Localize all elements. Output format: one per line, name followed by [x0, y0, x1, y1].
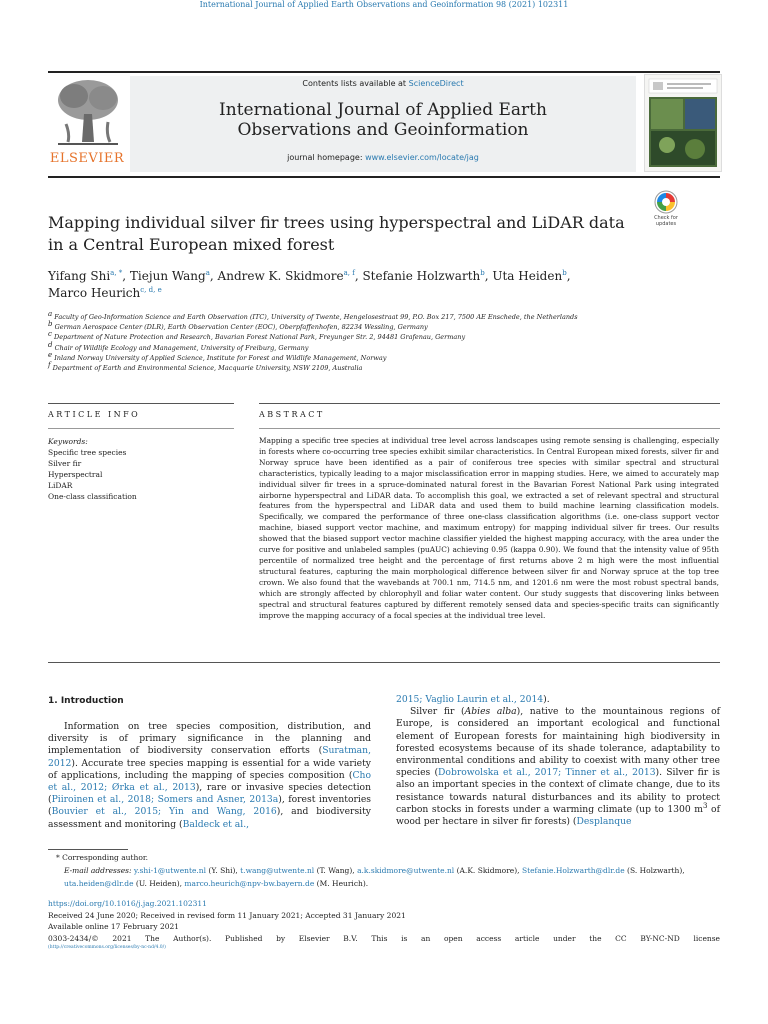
author[interactable]: [48, 269, 122, 283]
affiliation-key: b: [48, 320, 53, 329]
email-link[interactable]: y.shi-1@utwente.nl: [133, 866, 207, 875]
masthead-top-rule: [48, 71, 720, 73]
journal-cover-image[interactable]: [644, 74, 722, 172]
email-addresses: [48, 864, 720, 890]
homepage-prefix: journal homepage:: [287, 153, 366, 162]
introduction-heading: 1. Introduction: [48, 696, 124, 706]
intro-right-continued-citation[interactable]: 2015; Vaglio Laurin et al., 2014).: [396, 694, 550, 705]
email-link[interactable]: uta.heiden@dlr.de: [64, 879, 134, 888]
affiliation-text: Inland Norway University of Applied Science, Institute for Forest and Wildlife Management, Norway: [54, 353, 387, 362]
author-name[interactable]: Uta Heiden: [492, 269, 563, 283]
citation-link[interactable]: Dobrowolska et al., 2017; Tinner et al., 2013: [438, 767, 656, 779]
author-name[interactable]: Yifang Shi: [48, 269, 111, 283]
text-run: ). Accurate tree species mapping is essential for a wide variety of applications, including the mapping of species composition (: [48, 757, 371, 781]
publisher-wordmark: ELSEVIER: [49, 151, 125, 166]
author[interactable]: [130, 269, 210, 283]
article-info-heading: ARTICLE INFO: [48, 410, 141, 419]
elsevier-tree-icon: [48, 74, 128, 150]
masthead-bottom-rule: [48, 176, 720, 178]
license-link[interactable]: (http://creativecommons.org/licenses/by-nc-nd/4.0/): [48, 945, 166, 950]
keyword[interactable]: One-class classification: [48, 492, 137, 501]
affiliation: [48, 340, 688, 353]
abstract-rule: [259, 403, 720, 404]
license-text: 0303-2434/© 2021 The Author(s). Published by Elsevier B.V. This is an open access article under the CC BY-NC-ND license: [48, 933, 720, 943]
author-affiliation-marks[interactable]: b: [562, 269, 567, 277]
affiliation-key: d: [48, 340, 53, 349]
affiliation-text: Department of Earth and Environmental Science, Macquarie University, NSW 2109, Australia: [52, 364, 363, 373]
email-owner: (T. Wang),: [316, 866, 355, 875]
citation-link[interactable]: Desplanque: [576, 816, 632, 828]
superscript-run: 3: [703, 801, 708, 810]
affiliation-key: f: [48, 360, 51, 369]
abstract-text: Mapping a specific tree species at individual tree level across landscapes using remote sensing is challenging, especially in forests where co-occurring tree species exhibit similar characteristics. In Central European mixed forests, silver fir and Norway spruce have been identified as a pair of coniferous tree species with similar spectral and structural characteristics, typically leading to a major misclassification error in mapping studies. Here, we aimed to accurately map individual silver fir trees in a spruce-dominated natural forest in the Bavarian Forest National Park using integrated airborne hyperspectral and LiDAR data. To accomplish this goal, we extracted a set of relevant spectral and structural features from the hyperspectral and LiDAR data and used them to build machine learning classification models. Specifically, we compared the performance of three one-class classification algorithms (i.e. one-class support vector machine, biased support vector machine, and maximum entropy) for mapping individual silver fir trees. Our results showed that the biased support vector machine classifier yielded the highest mapping accuracy, with the area under the curve for positive and unlabeled samples (puAUC) achieving 0.95 (kappa 0.90). We found that the intensity value of 95th percentile of normalized tree height and the percentage of first returns above 2 m high were the most influential structural features, capturing the main morphological difference between silver fir and Norway spruce at the top tree crown. We also found that the wavebands at 700.1 nm, 714.5 nm, and 1201.6 nm were the most robust spectral bands, which are strongly affected by chlorophyll and foliar water content. Our study suggests that discovering links between spectral and structural features captured by different remotely sensed data and species-specific traits can significantly improve the mapping accuracy of a focal species at the individual tree level.: [259, 436, 719, 620]
email-owner: (U. Heiden),: [135, 879, 183, 888]
affiliation-text: German Aerospace Center (DLR), Earth Observation Center (EOC), Oberpfaffenhofen, 82234 Wessling, Germany: [54, 323, 428, 332]
text-run: ), forest inventories (: [48, 794, 371, 818]
italic-run: Abies alba: [464, 706, 517, 718]
author-affiliation-marks[interactable]: a: [205, 269, 210, 277]
text-run: ). Silver fir is also an important species in the context of climate change, due to its resistance towards natural disturbances and its ability to protect carbon stocks in forests under a warming climate (up to 1300 m: [396, 767, 720, 815]
corresponding-author-note: * Corresponding author.: [56, 853, 149, 862]
keywords-label: Keywords:: [48, 437, 88, 446]
homepage-line: [130, 153, 636, 162]
check-for-updates-badge[interactable]: [648, 190, 684, 230]
email-link[interactable]: marco.heurich@npv-bw.bayern.de: [184, 879, 315, 888]
contents-line: [130, 79, 636, 88]
journal-citation[interactable]: International Journal of Applied Earth Observations and Geoinformation 98 (2021) 102311: [199, 0, 569, 9]
author-name[interactable]: Marco Heurich: [48, 286, 141, 300]
text-run: Information on tree species composition, distribution, and diversity is of primary significance in the planning and implementation of biodiversity conservation efforts (: [48, 721, 371, 757]
affiliation-text: Chair of Wildlife Ecology and Management, University of Freiburg, Germany: [54, 343, 309, 352]
keywords-block: [48, 436, 228, 502]
keywords-list: [48, 447, 228, 502]
text-run: Silver fir (: [410, 706, 465, 718]
affiliation-key: a: [48, 309, 53, 318]
homepage-link[interactable]: www.elsevier.com/locate/jag: [365, 153, 479, 162]
author-name[interactable]: Andrew K. Skidmore: [217, 269, 344, 283]
affiliation-text: Faculty of Geo-Information Science and Earth Observation (ITC), University of Twente, Hengelosestraat 99, P.O. Box 217, 7500 AE Enschede, the Netherlands: [54, 313, 578, 321]
keyword[interactable]: Specific tree species: [48, 448, 127, 457]
contents-prefix: Contents lists available at: [302, 79, 409, 88]
affiliation: [48, 360, 688, 373]
affiliation: [48, 332, 688, 342]
affiliation: [48, 322, 688, 332]
email-link[interactable]: a.k.skidmore@utwente.nl: [357, 866, 455, 875]
author-affiliation-marks[interactable]: a, *: [110, 269, 123, 277]
email-link[interactable]: Stefanie.Holzwarth@dlr.de: [521, 866, 625, 875]
intro-right-paragraph: [396, 706, 720, 828]
author[interactable]: [492, 269, 566, 283]
affiliation: [48, 350, 688, 363]
email-owner: (M. Heurich).: [316, 879, 369, 888]
author-affiliation-marks[interactable]: a, f: [343, 269, 355, 277]
citation-link[interactable]: Suratman, 2012: [48, 745, 371, 769]
affiliation-text: Department of Nature Protection and Research, Bavarian Forest National Park, Freyunger Str. 2, 94481 Grafenau, Germany: [54, 333, 466, 342]
received-dates: Received 24 June 2020; Received in revised form 11 January 2021; Accepted 31 January 2021: [48, 910, 406, 920]
text-run: ), native to the mountainous regions of Europe, is considered an important ecological and functional element of European forests for maintaining high biodiversity in forested ecosystems because of its shade tolerance, adaptability to environmental conditions and ability to coexist with many other tree species (: [396, 706, 721, 779]
affiliation-key: e: [48, 350, 53, 359]
affiliation-key: c: [48, 330, 52, 339]
intro-right-cont-link[interactable]: 2015; Vaglio Laurin et al., 2014: [396, 694, 544, 705]
journal-header: [130, 76, 636, 172]
footnote-rule: [48, 849, 128, 850]
intro-left-column: [48, 721, 371, 831]
online-date: Available online 17 February 2021: [48, 922, 180, 931]
text-run: ), rare or invasive species detection (: [48, 782, 371, 806]
author-name[interactable]: Tiejun Wang: [129, 269, 206, 283]
citation-link[interactable]: Baldeck et al.,: [182, 818, 250, 830]
affiliation-list: [48, 309, 688, 373]
abstract-sub-rule: [259, 428, 720, 429]
email-link[interactable]: t.wang@utwente.nl: [240, 866, 315, 875]
author[interactable]: [218, 269, 355, 283]
citation-link[interactable]: Cho et al., 2012; Ørka et al., 2013: [48, 769, 371, 794]
keyword[interactable]: Hyperspectral: [48, 470, 103, 479]
author[interactable]: [362, 269, 484, 283]
author-list: Yifang Shi$^{a, *}$, Tiejun Wang$^a$, Andrew K. Skidmore$^{a, f}$, Stefanie Holzwarth$^b$, Uta Heiden$^b$, Marco Heurich$^{c, d, e}$: [48, 269, 571, 300]
article-dates: [48, 898, 720, 951]
email-owner: (Y. Shi),: [208, 866, 238, 875]
email-label: E-mail addresses:: [64, 866, 132, 875]
affiliation: [48, 309, 688, 322]
doi-link[interactable]: https://doi.org/10.1016/j.jag.2021.102311: [48, 899, 207, 908]
email-owner: (S. Holzwarth),: [627, 866, 685, 875]
keyword[interactable]: LiDAR: [48, 481, 73, 490]
article-info-rule: [48, 403, 234, 404]
check-updates-label: Check for updates: [654, 215, 678, 227]
text-run: of wood per hectare in silver fir forests) (: [396, 803, 720, 828]
abstract-end-rule: [48, 662, 720, 663]
citation-link[interactable]: Bouvier et al., 2015; Yin and Wang, 2016: [51, 806, 277, 818]
email-owner: (A.K. Skidmore),: [456, 866, 520, 875]
article-info-sub-rule: [48, 428, 234, 429]
author-affiliation-marks[interactable]: c, d, e: [140, 286, 162, 294]
text-run: ), and biodiversity assessment and monitoring (: [48, 806, 371, 830]
journal-title: International Journal of Applied Earth Observations and Geoinformation: [219, 100, 547, 140]
intro-right-column: [396, 694, 720, 828]
abstract-heading: ABSTRACT: [259, 410, 325, 419]
sciencedirect-link[interactable]: ScienceDirect: [408, 79, 464, 88]
author[interactable]: [48, 286, 162, 300]
paper-title: Mapping individual silver fir trees using hyperspectral and LiDAR data in a Central European mixed forest: [48, 213, 625, 254]
author-name[interactable]: Stefanie Holzwarth: [362, 269, 481, 283]
check-updates-icon: [653, 190, 679, 214]
footnotes: [48, 852, 720, 890]
author-affiliation-marks[interactable]: b: [480, 269, 485, 277]
cover-art-icon: [645, 75, 721, 171]
citation-link[interactable]: Piiroinen et al., 2018; Somers and Asner, 2013a: [51, 794, 279, 806]
keyword[interactable]: Silver fir: [48, 459, 82, 468]
